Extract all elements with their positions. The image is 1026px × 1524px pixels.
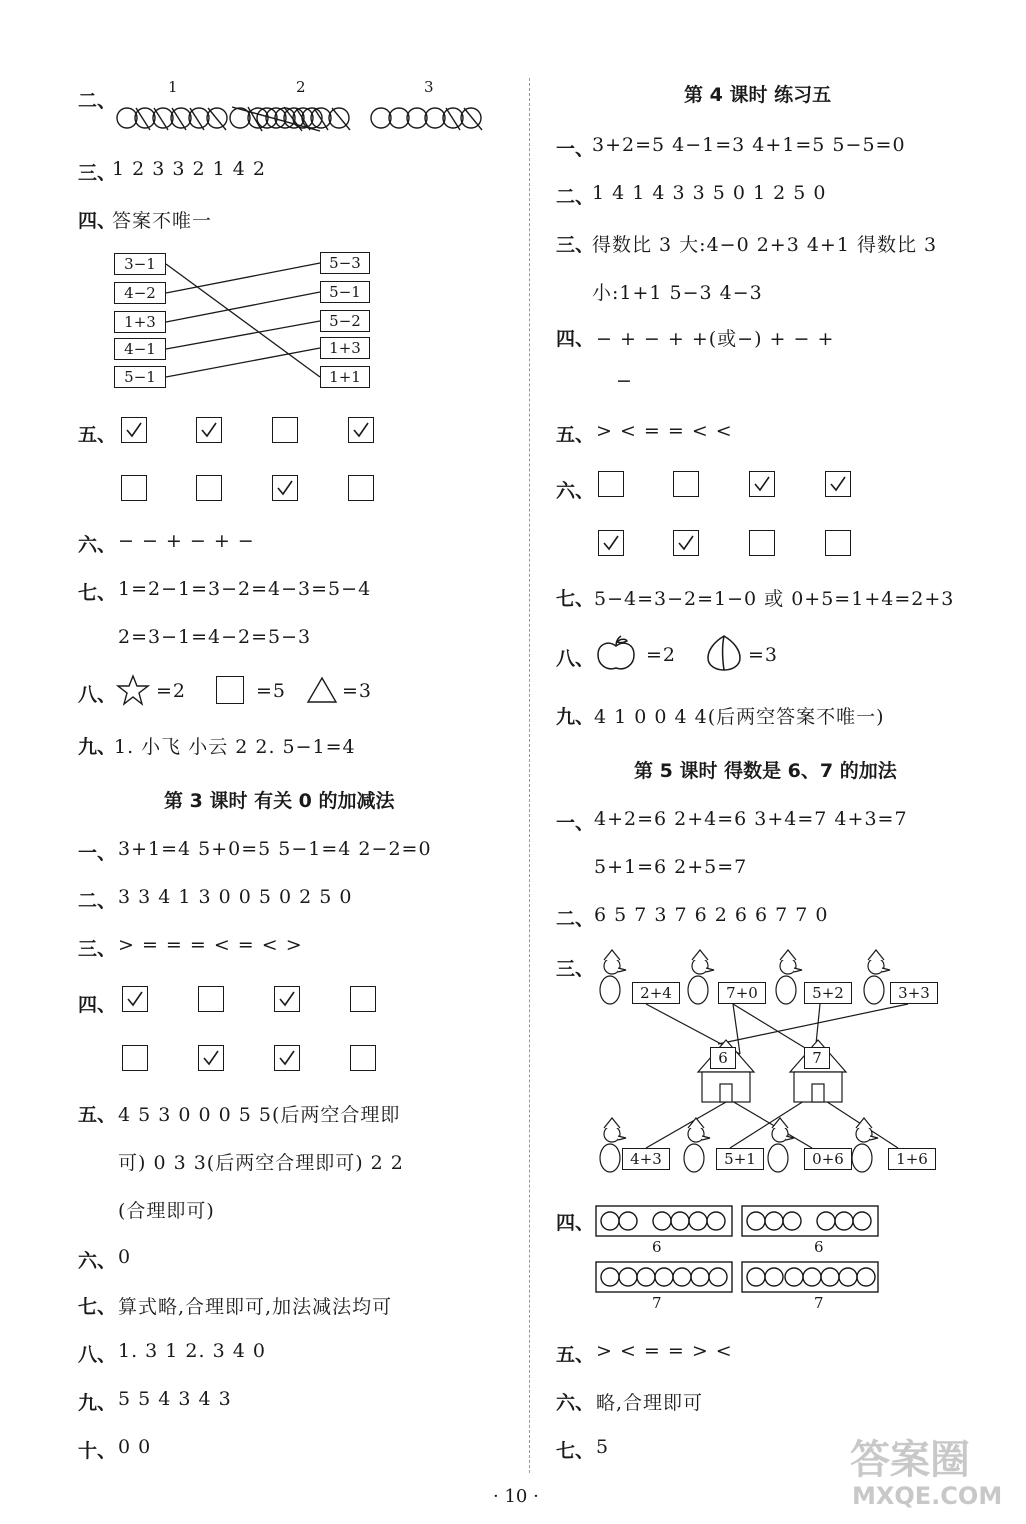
apple-value: =2 <box>646 644 677 666</box>
match-left-box-4: 4−1 <box>114 338 166 360</box>
section-3-label: 三、 <box>78 162 117 184</box>
l3-3-label: 三、 <box>78 938 117 960</box>
bird-icon <box>600 950 626 1004</box>
r8-label: 八、 <box>556 648 595 670</box>
bird-icon <box>864 950 890 1004</box>
check-icon <box>277 1048 297 1068</box>
l3-1-answers: 3+1=4 5+0=5 5−1=4 2−2=0 <box>118 838 432 860</box>
section-7-label: 七、 <box>78 582 117 604</box>
square-value: =5 <box>256 680 287 702</box>
checkbox-empty <box>673 471 699 497</box>
section-4-label: 四、 <box>78 210 117 232</box>
l3-5-line-3: (合理即可) <box>118 1200 215 1222</box>
r5-1-line-2: 5+1=6 2+5=7 <box>594 856 748 878</box>
checkbox-empty <box>196 475 222 501</box>
match-left-box-3: 1+3 <box>114 311 166 333</box>
checkbox-empty <box>122 1045 148 1071</box>
section-7-line-2: 2=3−1=4−2=5−3 <box>118 626 312 648</box>
section-8-label: 八、 <box>78 684 117 706</box>
r3-label: 三、 <box>556 234 595 256</box>
r9-answers: 4 1 0 0 4 4(后两空答案不唯一) <box>594 706 885 728</box>
r7-answers: 5−4=3−2=1−0 或 0+5=1+4=2+3 <box>594 588 955 610</box>
r5-2-answers: 6 5 7 3 7 6 2 6 6 7 7 0 <box>594 904 829 926</box>
section-6-label: 六、 <box>78 534 117 556</box>
l3-7-label: 七、 <box>78 1296 117 1318</box>
l3-2-label: 二、 <box>78 890 117 912</box>
section-3-answers: 1 2 3 3 2 1 4 2 <box>112 158 266 180</box>
l3-7-answers: 算式略,合理即可,加法减法均可 <box>118 1296 393 1318</box>
section-5-label: 五、 <box>78 424 117 446</box>
matching-lines <box>0 0 1026 400</box>
r5-7-answers: 5 <box>596 1436 610 1458</box>
r5-4-label: 四、 <box>556 1212 595 1234</box>
check-icon <box>124 420 144 440</box>
r4-line-2: − <box>616 370 633 392</box>
lesson-5-title: 第 5 课时 得数是 6、7 的加法 <box>634 760 897 782</box>
l3-5-line-1: 4 5 3 0 0 0 5 5(后两空合理即 <box>118 1104 401 1126</box>
l3-6-answers: 0 <box>118 1246 132 1268</box>
lesson-3-title: 第 3 课时 有关 0 的加减法 <box>164 790 395 812</box>
check-icon <box>199 420 219 440</box>
page-number: · 10 · <box>493 1486 539 1507</box>
check-icon <box>828 474 848 494</box>
bird-icon <box>852 1118 878 1172</box>
l3-9-answers: 5 5 4 3 4 3 <box>118 1388 232 1410</box>
checkbox-checked <box>598 530 624 556</box>
apple-icon <box>594 634 638 674</box>
r5-1-line-1: 4+2=6 2+4=6 3+4=7 4+3=7 <box>594 808 908 830</box>
r5-5-label: 五、 <box>556 1344 595 1366</box>
check-icon <box>601 533 621 553</box>
watermark-url: MXQE.COM <box>852 1482 1003 1510</box>
house-box-2: 7 <box>804 1047 830 1069</box>
checkbox-empty <box>198 986 224 1012</box>
triangle-icon <box>306 676 338 704</box>
bead-label-4: 7 <box>814 1294 824 1312</box>
bird-bottom-box-1: 4+3 <box>622 1148 670 1170</box>
checkbox-checked <box>673 530 699 556</box>
section-7-line-1: 1=2−1=3−2=4−3=5−4 <box>118 578 372 600</box>
group-label-2: 2 <box>296 78 306 96</box>
checkbox-checked <box>274 986 300 1012</box>
r5-label: 五、 <box>556 424 595 446</box>
peach-icon <box>704 632 744 674</box>
r4-line-1: − + − + +(或−) + − + <box>596 328 835 350</box>
r3-line-1: 得数比 3 大:4−0 2+3 4+1 得数比 3 <box>592 234 938 256</box>
r3-line-2: 小:1+1 5−3 4−3 <box>592 282 763 304</box>
check-icon <box>351 420 371 440</box>
check-icon <box>201 1048 221 1068</box>
section-4-note: 答案不唯一 <box>112 210 213 232</box>
bird-top-box-3: 5+2 <box>804 982 852 1004</box>
r5-answers: > < = = < < <box>596 420 733 442</box>
bird-top-box-1: 2+4 <box>632 982 680 1004</box>
r5-3-label: 三、 <box>556 958 595 980</box>
bird-icon <box>684 1118 710 1172</box>
match-left-box-1: 3−1 <box>114 253 166 275</box>
checkbox-checked <box>121 417 147 443</box>
peach-value: =3 <box>748 644 779 666</box>
checkbox-checked <box>274 1045 300 1071</box>
checkbox-empty <box>350 1045 376 1071</box>
r5-2-label: 二、 <box>556 908 595 930</box>
r1-label: 一、 <box>556 138 595 160</box>
checkbox-empty <box>348 475 374 501</box>
r5-6-answers: 略,合理即可 <box>596 1392 704 1414</box>
bird-icon <box>688 950 714 1004</box>
section-9-label: 九、 <box>78 736 117 758</box>
check-icon <box>275 478 295 498</box>
l3-5-line-2: 可) 0 3 3(后两空合理即可) 2 2 <box>118 1152 404 1174</box>
check-icon <box>676 533 696 553</box>
l3-4-label: 四、 <box>78 994 117 1016</box>
house-box-1: 6 <box>710 1047 736 1069</box>
r6-label: 六、 <box>556 480 595 502</box>
checkbox-empty <box>121 475 147 501</box>
r5-6-label: 六、 <box>556 1392 595 1414</box>
r5-1-label: 一、 <box>556 812 595 834</box>
check-icon <box>125 989 145 1009</box>
checkbox-empty <box>350 986 376 1012</box>
r2-label: 二、 <box>556 186 595 208</box>
star-value: =2 <box>156 680 187 702</box>
bead-frames-figure <box>594 1204 884 1294</box>
l3-9-label: 九、 <box>78 1392 117 1414</box>
bird-icon <box>776 950 802 1004</box>
l3-8-answers: 1. 3 1 2. 3 4 0 <box>118 1340 266 1362</box>
r9-label: 九、 <box>556 706 595 728</box>
match-right-box-1: 5−3 <box>320 252 370 274</box>
l3-10-label: 十、 <box>78 1440 117 1462</box>
group-label-1: 1 <box>168 78 178 96</box>
checkbox-checked <box>196 417 222 443</box>
lesson-4-title: 第 4 课时 练习五 <box>684 84 832 106</box>
match-right-box-5: 1+1 <box>320 366 370 388</box>
l3-5-label: 五、 <box>78 1104 117 1126</box>
r2-answers: 1 4 1 4 3 3 5 0 1 2 5 0 <box>592 182 827 204</box>
bird-bottom-box-4: 1+6 <box>888 1148 936 1170</box>
l3-1-label: 一、 <box>78 842 117 864</box>
section-9-answers: 1. 小飞 小云 2 2. 5−1=4 <box>114 736 356 758</box>
checkbox-checked <box>825 471 851 497</box>
bird-bottom-box-3: 0+6 <box>804 1148 852 1170</box>
checkbox-checked <box>272 475 298 501</box>
match-right-box-4: 1+3 <box>320 337 370 359</box>
star-icon <box>116 674 150 706</box>
r4-label: 四、 <box>556 328 595 350</box>
check-icon <box>277 989 297 1009</box>
l3-3-answers: > = = = < = < > <box>118 934 303 956</box>
match-right-box-2: 5−1 <box>320 281 370 303</box>
section-6-answers: − − + − + − <box>118 530 255 552</box>
checkbox-empty <box>272 417 298 443</box>
bead-label-1: 6 <box>652 1238 662 1256</box>
section-2-label: 二、 <box>78 90 117 112</box>
r1-answers: 3+2=5 4−1=3 4+1=5 5−5=0 <box>592 134 906 156</box>
match-left-box-5: 5−1 <box>114 366 166 388</box>
group-label-3: 3 <box>424 78 434 96</box>
match-right-box-3: 5−2 <box>320 310 370 332</box>
l3-10-answers: 0 0 <box>118 1436 152 1458</box>
check-icon <box>752 474 772 494</box>
triangle-value: =3 <box>342 680 373 702</box>
bird-top-box-4: 3+3 <box>890 982 938 1004</box>
l3-6-label: 六、 <box>78 1250 117 1272</box>
bird-bottom-box-2: 5+1 <box>716 1148 764 1170</box>
bird-icon <box>768 1118 794 1172</box>
checkbox-empty <box>749 530 775 556</box>
checkbox-empty <box>598 471 624 497</box>
r5-7-label: 七、 <box>556 1440 595 1462</box>
checkbox-checked <box>348 417 374 443</box>
checkbox-empty <box>825 530 851 556</box>
bird-top-box-2: 7+0 <box>718 982 766 1004</box>
bead-label-2: 6 <box>814 1238 824 1256</box>
r5-5-answers: > < = = > < <box>596 1340 733 1362</box>
watermark-logo: 答案圈 <box>850 1437 970 1483</box>
bead-label-3: 7 <box>652 1294 662 1312</box>
r7-label: 七、 <box>556 588 595 610</box>
checkbox-checked <box>198 1045 224 1071</box>
checkbox-checked <box>749 471 775 497</box>
l3-8-label: 八、 <box>78 1344 117 1366</box>
square-icon <box>216 676 244 704</box>
l3-2-answers: 3 3 4 1 3 0 0 5 0 2 5 0 <box>118 886 353 908</box>
match-left-box-2: 4−2 <box>114 282 166 304</box>
checkbox-checked <box>122 986 148 1012</box>
